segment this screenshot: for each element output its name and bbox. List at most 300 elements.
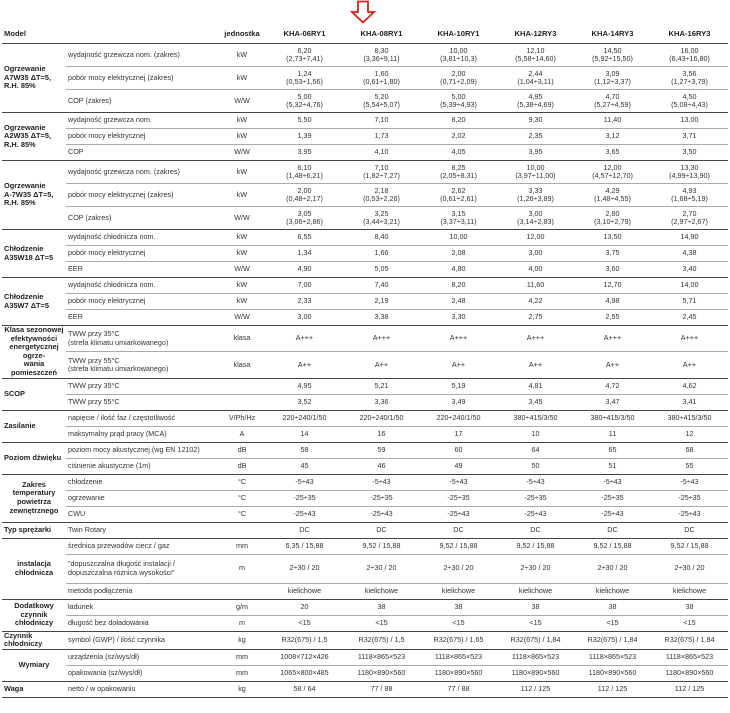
value-cell: 11: [574, 426, 651, 442]
value-cell: -25÷43: [343, 506, 420, 522]
parameter-label: ładunek: [66, 599, 218, 615]
value-cell: DC: [574, 522, 651, 538]
unit-cell: W/W: [218, 262, 266, 278]
value-cell: 5,19: [420, 378, 497, 394]
value-cell: 2÷30 / 20: [574, 554, 651, 583]
table-row: [2, 665, 728, 681]
value-cell: 6,55: [266, 230, 343, 246]
value-cell: 112 / 125: [574, 681, 651, 697]
value-cell: 58: [266, 442, 343, 458]
unit-cell: kW: [218, 230, 266, 246]
parameter-label: TWW przy 55°C (strefa klimatu umiarkowanego): [66, 352, 218, 378]
value-cell: A+++: [343, 326, 420, 352]
unit-cell: W/W: [218, 207, 266, 230]
value-cell: 380÷415/3/50: [497, 410, 574, 426]
parameter-label: maksymalny prąd pracy (MCA): [66, 426, 218, 442]
value-cell: 1180×890×560: [420, 665, 497, 681]
value-cell: 2,70 (2,97÷2,67): [651, 207, 728, 230]
header-model-06: KHA-06RY1: [266, 26, 343, 44]
value-cell: 4,81: [497, 378, 574, 394]
value-cell: <15: [574, 615, 651, 631]
value-cell: 1118×865×523: [574, 649, 651, 665]
unit-cell: mm: [218, 538, 266, 554]
value-cell: -5÷43: [420, 474, 497, 490]
value-cell: <15: [343, 615, 420, 631]
value-cell: 9,52 / 15,88: [497, 538, 574, 554]
value-cell: 1180×890×560: [651, 665, 728, 681]
header-model: Model: [2, 26, 218, 44]
value-cell: R32(675) / 1,5: [266, 631, 343, 649]
value-cell: 4,70 (5,27÷4,59): [574, 90, 651, 113]
value-cell: 3,12: [574, 129, 651, 145]
unit-cell: A: [218, 426, 266, 442]
table-row: [2, 554, 728, 583]
value-cell: A+++: [651, 326, 728, 352]
value-cell: 7,40: [343, 278, 420, 294]
value-cell: 4,00: [497, 262, 574, 278]
value-cell: R32(675) / 1,84: [651, 631, 728, 649]
value-cell: 4,29 (1,48÷4,55): [574, 184, 651, 207]
unit-cell: kW: [218, 129, 266, 145]
unit-cell: kW: [218, 294, 266, 310]
value-cell: 3,38: [343, 310, 420, 326]
value-cell: -25÷35: [497, 490, 574, 506]
table-row: [2, 410, 728, 426]
value-cell: 112 / 125: [497, 681, 574, 697]
value-cell: 11,60: [497, 278, 574, 294]
value-cell: 4,98: [574, 294, 651, 310]
value-cell: -25÷35: [574, 490, 651, 506]
value-cell: R32(675) / 1,84: [497, 631, 574, 649]
parameter-label: wydajność chłodnicza nom.: [66, 230, 218, 246]
table-row: [2, 230, 728, 246]
value-cell: 5,21: [343, 378, 420, 394]
parameter-label: ciśnienie akustyczne (1m): [66, 458, 218, 474]
value-cell: -5÷43: [343, 474, 420, 490]
parameter-label: pobór mocy elektrycznej (zakres): [66, 184, 218, 207]
parameter-label: pobór mocy elektrycznej: [66, 294, 218, 310]
value-cell: 13,50: [574, 230, 651, 246]
table-row: [2, 145, 728, 161]
value-cell: 12,00 (4,57÷12,70): [574, 161, 651, 184]
unit-cell: kW: [218, 184, 266, 207]
parameter-label: chłodzenie: [66, 474, 218, 490]
value-cell: -25÷43: [497, 506, 574, 522]
value-cell: 64: [497, 442, 574, 458]
group-label: Chłodzenie A35W7 ΔT=5: [2, 278, 66, 326]
value-cell: 4,10: [343, 145, 420, 161]
value-cell: 38: [574, 599, 651, 615]
value-cell: 2,18 (0,53÷2,26): [343, 184, 420, 207]
down-arrow-icon: [350, 0, 376, 24]
value-cell: 1,24 (0,53÷1,56): [266, 67, 343, 90]
value-cell: -25÷35: [651, 490, 728, 506]
spec-table: [2, 26, 728, 698]
parameter-label: TWW przy 35°C (strefa klimatu umiarkowanego): [66, 326, 218, 352]
value-cell: <15: [420, 615, 497, 631]
value-cell: 2,48: [420, 294, 497, 310]
value-cell: A++: [651, 352, 728, 378]
unit-cell: kW: [218, 44, 266, 67]
table-header-row: [2, 26, 728, 44]
value-cell: 2,55: [574, 310, 651, 326]
table-row: [2, 44, 728, 67]
value-cell: 20: [266, 599, 343, 615]
parameter-label: poziom mocy akustycznej (wg EN 12102): [66, 442, 218, 458]
value-cell: 14,50 (5,92÷15,50): [574, 44, 651, 67]
value-cell: 1,60 (0,61÷1,80): [343, 67, 420, 90]
value-cell: 16: [343, 426, 420, 442]
parameter-label: netto / w opakowaniu: [66, 681, 218, 697]
value-cell: A++: [343, 352, 420, 378]
parameter-label: wydajność grzewcza nom. (zakres): [66, 161, 218, 184]
value-cell: -5÷43: [651, 474, 728, 490]
value-cell: 51: [574, 458, 651, 474]
value-cell: -5÷43: [497, 474, 574, 490]
unit-cell: klasa: [218, 352, 266, 378]
value-cell: 3,36: [343, 394, 420, 410]
value-cell: 10,00 (3,97÷11,00): [497, 161, 574, 184]
parameter-label: urządzenia (sz/wys/dł): [66, 649, 218, 665]
parameter-label: COP (zakres): [66, 207, 218, 230]
value-cell: 6,20 (2,73÷7,41): [266, 44, 343, 67]
value-cell: 77 / 88: [420, 681, 497, 697]
value-cell: 2,75: [497, 310, 574, 326]
value-cell: 6,10 (1,48÷6,21): [266, 161, 343, 184]
unit-cell: mm: [218, 649, 266, 665]
value-cell: 4,50 (5,08÷4,43): [651, 90, 728, 113]
unit-cell: kW: [218, 161, 266, 184]
value-cell: 38: [343, 599, 420, 615]
group-label: instalacja chłodnicza: [2, 538, 66, 599]
unit-cell: [218, 583, 266, 599]
parameter-label: pobór mocy elektrycznej: [66, 129, 218, 145]
unit-cell: m: [218, 554, 266, 583]
value-cell: 4,90: [266, 262, 343, 278]
unit-cell: °C: [218, 490, 266, 506]
parameter-label: symbol (GWP) / ilość czynnika: [66, 631, 218, 649]
unit-cell: °C: [218, 506, 266, 522]
value-cell: 2,80 (3,10÷2,79): [574, 207, 651, 230]
value-cell: 1065×800×485: [266, 665, 343, 681]
table-row: [2, 326, 728, 352]
value-cell: A++: [574, 352, 651, 378]
value-cell: kielichowe: [266, 583, 343, 599]
value-cell: DC: [266, 522, 343, 538]
table-row: [2, 506, 728, 522]
header-model-10: KHA-10RY1: [420, 26, 497, 44]
value-cell: 1118×865×523: [420, 649, 497, 665]
value-cell: 4,38: [651, 246, 728, 262]
value-cell: 3,65: [574, 145, 651, 161]
value-cell: 2÷30 / 20: [497, 554, 574, 583]
value-cell: 3,47: [574, 394, 651, 410]
header-unit: jednostka: [218, 26, 266, 44]
value-cell: 50: [497, 458, 574, 474]
value-cell: 1118×865×523: [651, 649, 728, 665]
unit-cell: [218, 378, 266, 394]
parameter-label: napięcie / ilość faz / częstotliwość: [66, 410, 218, 426]
unit-cell: g/m: [218, 599, 266, 615]
unit-cell: [218, 394, 266, 410]
unit-cell: kg: [218, 631, 266, 649]
table-row: [2, 394, 728, 410]
value-cell: 3,00: [266, 310, 343, 326]
value-cell: 8,40: [343, 230, 420, 246]
parameter-label: TWW przy 35°C: [66, 378, 218, 394]
value-cell: -25÷35: [266, 490, 343, 506]
value-cell: 58 / 64: [266, 681, 343, 697]
table-row: [2, 615, 728, 631]
value-cell: 3,95: [266, 145, 343, 161]
value-cell: 3,41: [651, 394, 728, 410]
parameter-label: COP: [66, 145, 218, 161]
value-cell: 3,33 (1,26÷3,89): [497, 184, 574, 207]
parameter-label: długość bez doładowania: [66, 615, 218, 631]
value-cell: 3,00: [497, 246, 574, 262]
value-cell: kielichowe: [343, 583, 420, 599]
value-cell: 14,00: [651, 278, 728, 294]
value-cell: kielichowe: [497, 583, 574, 599]
value-cell: 5,05: [343, 262, 420, 278]
value-cell: 4,80: [420, 262, 497, 278]
unit-cell: mm: [218, 665, 266, 681]
parameter-label: wydajność grzewcza nom. (zakres): [66, 44, 218, 67]
header-model-08: KHA-08RY1: [343, 26, 420, 44]
value-cell: kielichowe: [420, 583, 497, 599]
table-row: [2, 207, 728, 230]
unit-cell: kg: [218, 681, 266, 697]
value-cell: 3,45: [497, 394, 574, 410]
value-cell: 1118×865×523: [497, 649, 574, 665]
table-row: [2, 631, 728, 649]
table-row: [2, 378, 728, 394]
value-cell: 3,56 (1,27÷3,79): [651, 67, 728, 90]
value-cell: 380÷415/3/50: [574, 410, 651, 426]
value-cell: 3,25 (3,44÷3,21): [343, 207, 420, 230]
value-cell: 380÷415/3/50: [651, 410, 728, 426]
value-cell: A+++: [266, 326, 343, 352]
value-cell: 1008×712×426: [266, 649, 343, 665]
group-label: Ogrzewanie A7W35 ΔT=5, R.H. 85%: [2, 44, 66, 113]
value-cell: 38: [420, 599, 497, 615]
value-cell: -5÷43: [574, 474, 651, 490]
table-row: [2, 184, 728, 207]
group-label: Waga: [2, 681, 66, 697]
unit-cell: klasa: [218, 326, 266, 352]
table-row: [2, 681, 728, 697]
unit-cell: kW: [218, 67, 266, 90]
value-cell: 4,05: [420, 145, 497, 161]
value-cell: 7,10 (1,82÷7,27): [343, 161, 420, 184]
value-cell: 12,70: [574, 278, 651, 294]
value-cell: -25÷35: [420, 490, 497, 506]
value-cell: 2,00 (0,48÷2,17): [266, 184, 343, 207]
value-cell: 9,52 / 15,88: [420, 538, 497, 554]
value-cell: 3,60: [574, 262, 651, 278]
parameter-label: CWU: [66, 506, 218, 522]
parameter-label: pobór mocy elektrycznej (zakres): [66, 67, 218, 90]
value-cell: 5,20 (5,54÷5,07): [343, 90, 420, 113]
value-cell: 3,52: [266, 394, 343, 410]
value-cell: -5÷43: [266, 474, 343, 490]
value-cell: 11,40: [574, 113, 651, 129]
value-cell: 38: [651, 599, 728, 615]
parameter-label: EER: [66, 262, 218, 278]
parameter-label: Twin Rotary: [66, 522, 218, 538]
value-cell: 5,71: [651, 294, 728, 310]
value-cell: 1180×890×560: [497, 665, 574, 681]
value-cell: 8,20: [420, 278, 497, 294]
value-cell: 45: [266, 458, 343, 474]
group-label: Poziom dźwięku: [2, 442, 66, 474]
value-cell: 4,95: [266, 378, 343, 394]
unit-cell: kW: [218, 278, 266, 294]
table-row: [2, 442, 728, 458]
value-cell: 3,49: [420, 394, 497, 410]
group-label: Zasilanie: [2, 410, 66, 442]
table-row: [2, 310, 728, 326]
value-cell: 10,00 (3,81÷10,3): [420, 44, 497, 67]
value-cell: DC: [343, 522, 420, 538]
group-label: Wymiary: [2, 649, 66, 681]
group-label: Klasa sezonowej efektywności energetycznej ogrze- wania pomieszczeń: [2, 326, 66, 379]
parameter-label: średnica przewodów ciecz / gaz: [66, 538, 218, 554]
table-row: [2, 583, 728, 599]
value-cell: 3,09 (1,12÷3,37): [574, 67, 651, 90]
value-cell: 9,52 / 15,88: [574, 538, 651, 554]
unit-cell: °C: [218, 474, 266, 490]
table-row: [2, 294, 728, 310]
table-row: [2, 262, 728, 278]
table-row: [2, 129, 728, 145]
value-cell: 3,95: [497, 145, 574, 161]
value-cell: 49: [420, 458, 497, 474]
value-cell: 4,72: [574, 378, 651, 394]
value-cell: 9,52 / 15,88: [343, 538, 420, 554]
table-row: [2, 113, 728, 129]
value-cell: 14,90: [651, 230, 728, 246]
value-cell: 38: [497, 599, 574, 615]
unit-cell: W/W: [218, 310, 266, 326]
parameter-label: TWW przy 55°C: [66, 394, 218, 410]
value-cell: 12,10 (5,58÷14,60): [497, 44, 574, 67]
header-model-16: KHA-16RY3: [651, 26, 728, 44]
unit-cell: [218, 522, 266, 538]
value-cell: 3,71: [651, 129, 728, 145]
header-model-12: KHA-12RY3: [497, 26, 574, 44]
value-cell: 13,00: [651, 113, 728, 129]
value-cell: 2,19: [343, 294, 420, 310]
value-cell: -25÷43: [574, 506, 651, 522]
value-cell: 14: [266, 426, 343, 442]
value-cell: 3,05 (3,06÷2,86): [266, 207, 343, 230]
parameter-label: "dopuszczalna długość instalacji / dopuszczalna różnica wysokości": [66, 554, 218, 583]
value-cell: 55: [651, 458, 728, 474]
value-cell: 220÷240/1/50: [420, 410, 497, 426]
value-cell: A++: [266, 352, 343, 378]
value-cell: 10: [497, 426, 574, 442]
table-row: [2, 352, 728, 378]
value-cell: -25÷35: [343, 490, 420, 506]
unit-cell: kW: [218, 246, 266, 262]
value-cell: 1,66: [343, 246, 420, 262]
parameter-label: pobór mocy elektrycznej: [66, 246, 218, 262]
value-cell: 8,30 (3,36÷9,11): [343, 44, 420, 67]
parameter-label: COP (zakres): [66, 90, 218, 113]
table-row: [2, 474, 728, 490]
table-row: [2, 161, 728, 184]
unit-cell: kW: [218, 113, 266, 129]
value-cell: -25÷43: [420, 506, 497, 522]
value-cell: R32(675) / 1,84: [574, 631, 651, 649]
value-cell: 17: [420, 426, 497, 442]
value-cell: 1180×890×560: [343, 665, 420, 681]
unit-cell: W/W: [218, 145, 266, 161]
value-cell: 2,00 (0,71÷2,09): [420, 67, 497, 90]
value-cell: A+++: [497, 326, 574, 352]
table-row: [2, 246, 728, 262]
header-model-14: KHA-14RY3: [574, 26, 651, 44]
table-row: [2, 278, 728, 294]
value-cell: 5,50: [266, 113, 343, 129]
value-cell: 2,35: [497, 129, 574, 145]
value-cell: 2÷30 / 20: [266, 554, 343, 583]
unit-cell: dB: [218, 442, 266, 458]
value-cell: 7,10: [343, 113, 420, 129]
value-cell: <15: [266, 615, 343, 631]
value-cell: 9,30: [497, 113, 574, 129]
table-row: [2, 90, 728, 113]
value-cell: 3,40: [651, 262, 728, 278]
value-cell: 9,52 / 15,88: [651, 538, 728, 554]
value-cell: 1118×865×523: [343, 649, 420, 665]
unit-cell: dB: [218, 458, 266, 474]
value-cell: 4,93 (1,68÷5,19): [651, 184, 728, 207]
group-label: Chłodzenie A35W18 ΔT=5: [2, 230, 66, 278]
value-cell: -25÷43: [651, 506, 728, 522]
value-cell: 4,62: [651, 378, 728, 394]
value-cell: 3,75: [574, 246, 651, 262]
value-cell: DC: [651, 522, 728, 538]
value-cell: 5,00 (5,39÷4,93): [420, 90, 497, 113]
value-cell: 1,34: [266, 246, 343, 262]
unit-cell: m: [218, 615, 266, 631]
value-cell: -25÷43: [266, 506, 343, 522]
table-row: [2, 599, 728, 615]
group-label: Ogrzewanie A2W35 ΔT=5, R.H. 85%: [2, 113, 66, 161]
unit-cell: W/W: [218, 90, 266, 113]
value-cell: 112 / 125: [651, 681, 728, 697]
parameter-label: EER: [66, 310, 218, 326]
table-row: [2, 538, 728, 554]
value-cell: kielichowe: [651, 583, 728, 599]
value-cell: <15: [651, 615, 728, 631]
value-cell: 2,44 (1,04÷3,11): [497, 67, 574, 90]
group-label: SCOP: [2, 378, 66, 410]
value-cell: 8,20: [420, 113, 497, 129]
value-cell: A++: [420, 352, 497, 378]
value-cell: 3,15 (3,37÷3,11): [420, 207, 497, 230]
value-cell: 2,45: [651, 310, 728, 326]
parameter-label: wydajność chłodnicza nom.: [66, 278, 218, 294]
value-cell: A+++: [420, 326, 497, 352]
parameter-label: ogrzewanie: [66, 490, 218, 506]
value-cell: 1,39: [266, 129, 343, 145]
table-row: [2, 426, 728, 442]
parameter-label: wydajność grzewcza nom.: [66, 113, 218, 129]
value-cell: 7,00: [266, 278, 343, 294]
